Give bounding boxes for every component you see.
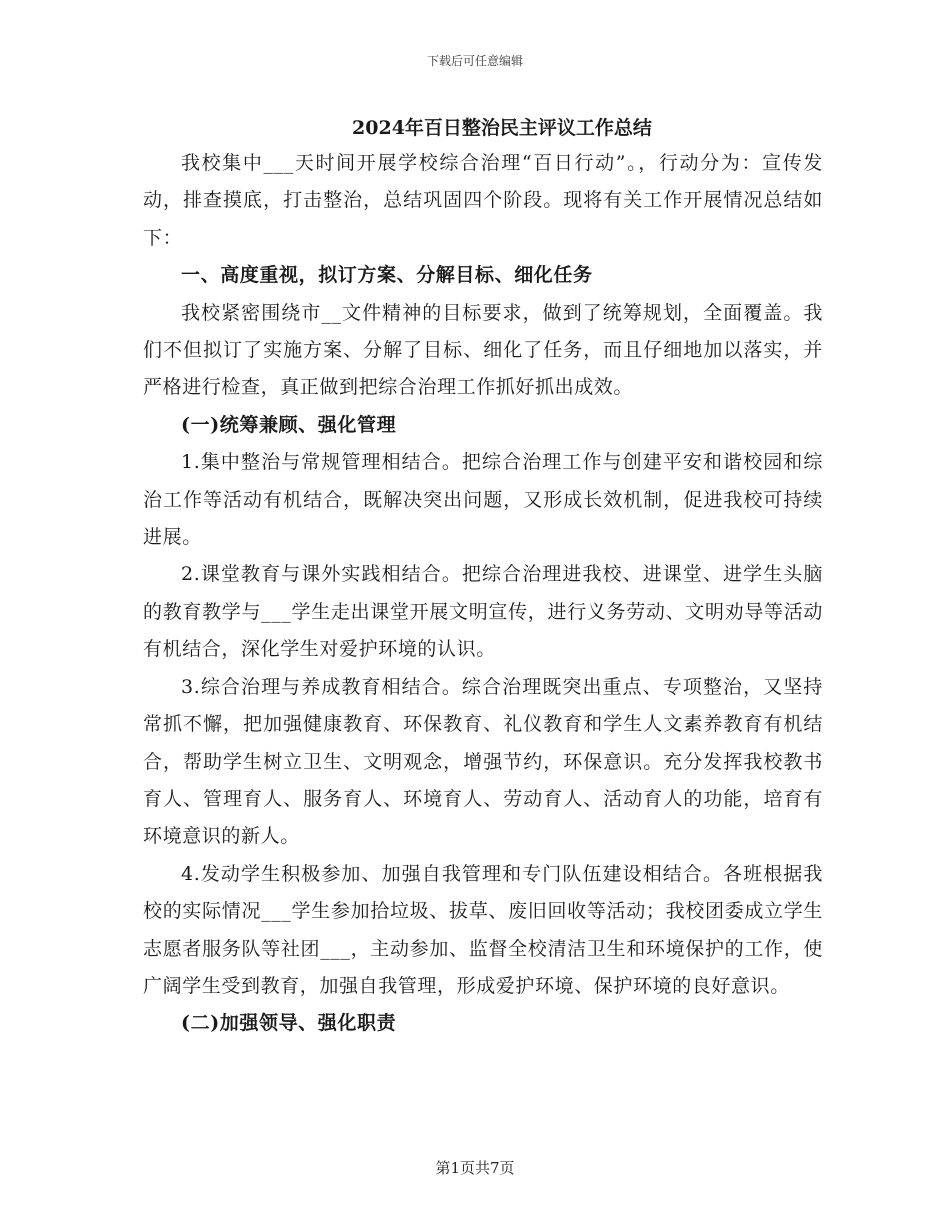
document-title: 2024年百日整治民主评议工作总结 bbox=[352, 117, 652, 139]
page-number: 第1页共7页 bbox=[435, 1159, 515, 1177]
document-body bbox=[143, 111, 823, 1043]
subsection-1-heading: (一)统筹兼顾、强化管理 bbox=[181, 413, 397, 436]
item-3-paragraph: 3.综合治理与养成教育相结合。综合治理既突出重点、专项整治，又坚持常抓不懈，把加强健康教育、环保教育、礼仪教育和学生人文素养教育有机结合，帮助学生树立卫生、文明观念，增强节约，环保意识。充分发挥我校教书育人、管理育人、服务育人、环境育人、劳动育人、活动育人的功能，培育有环境意识的新人。 bbox=[143, 675, 823, 848]
subsection-2-heading: (二)加强领导、强化职责 bbox=[181, 1012, 397, 1035]
section-1-paragraph: 我校紧密围绕市__文件精神的目标要求，做到了统筹规划，全面覆盖。我们不但拟订了实施方案、分解了目标、细化了任务，而且仔细地加以落实，并严格进行检查，真正做到把综合治理工作抓好抓出成效。 bbox=[143, 301, 823, 399]
item-4-paragraph: 4.发动学生积极参加、加强自我管理和专门队伍建设相结合。各班根据我校的实际情况___学生参加拾垃圾、拔草、废旧回收等活动；我校团委成立学生志愿者服务队等社团___，主动参加、监督全校清洁卫生和环境保护的工作，使广阔学生受到教育，加强自我管理，形成爱护环境、保护环境的良好意识。 bbox=[143, 862, 823, 997]
item-2-paragraph: 2.课堂教育与课外实践相结合。把综合治理进我校、进课堂、进学生头脑的教育教学与___学生走出课堂开展文明宣传，进行义务劳动、文明劝导等活动有机结合，深化学生对爱护环境的认识。 bbox=[143, 563, 823, 661]
page-header-note: 下载后可任意编辑 bbox=[426, 54, 523, 68]
section-1-heading: 一、高度重视，拟订方案、分解目标、细化任务 bbox=[181, 264, 593, 287]
item-1-paragraph: 1.集中整治与常规管理相结合。把综合治理工作与创建平安和谐校园和综治工作等活动有机结合，既解决突出问题，又形成长效机制，促进我校可持续进展。 bbox=[143, 451, 823, 549]
intro-paragraph: 我校集中___天时间开展学校综合治理“百日行动”。，行动分为：宣传发动，排查摸底，打击整治，总结巩固四个阶段。现将有关工作开展情况总结如下： bbox=[143, 152, 823, 249]
